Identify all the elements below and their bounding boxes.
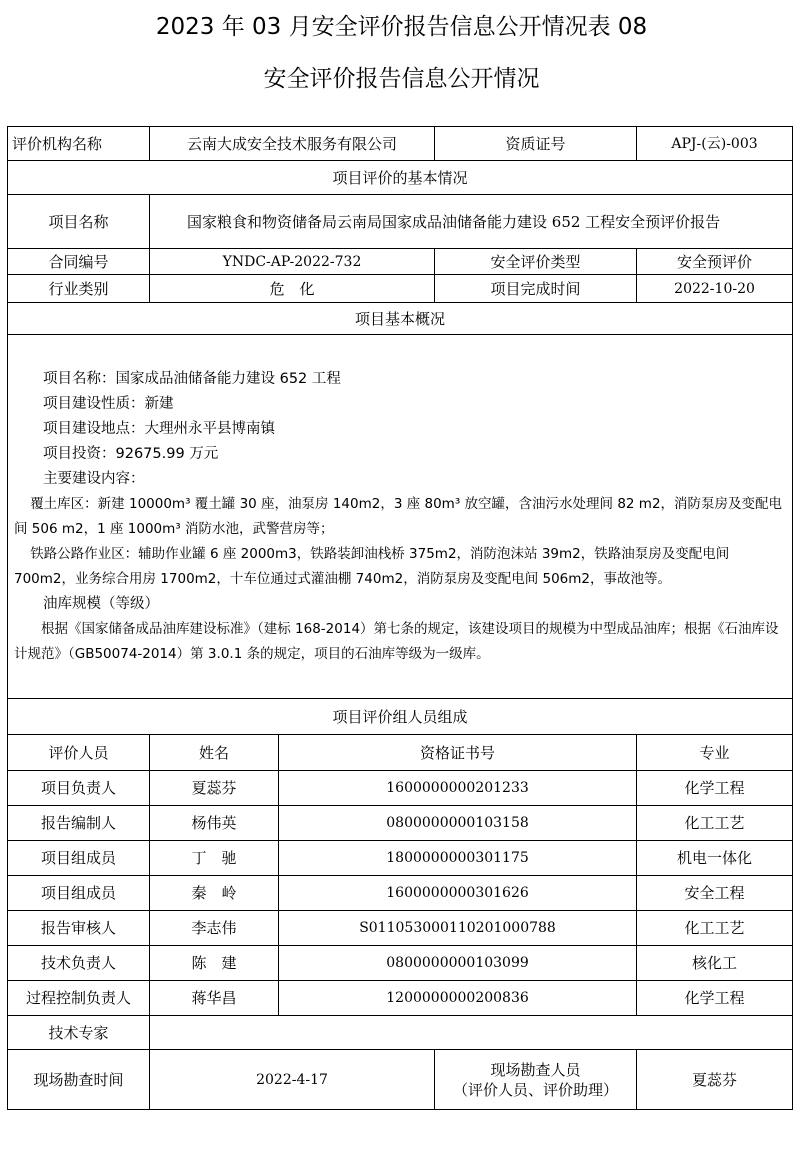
document-subtitle: 安全评价报告信息公开情况 [263, 66, 540, 92]
survey-staff-value: 夏蕊芬 [637, 1050, 793, 1110]
team-name: 陈 建 [150, 946, 279, 981]
team-cert: 0800000000103099 [279, 946, 637, 981]
overview-location: 项目建设地点：大理州永平县博南镇 [43, 420, 275, 437]
project-label: 项目名称 [8, 195, 150, 249]
overview-investment: 项目投资：92675.99 万元 [43, 445, 219, 462]
team-cert: 1800000000301175 [279, 841, 637, 876]
team-role: 项目组成员 [8, 841, 150, 876]
section-team-row [8, 699, 793, 735]
table-row [8, 771, 793, 806]
overview-nature: 项目建设性质：新建 [43, 395, 174, 412]
section-team-title: 项目评价组人员组成 [8, 699, 793, 735]
survey-time-value: 2022-4-17 [150, 1050, 435, 1110]
survey-staff-label-line1: 现场勘查人员 [490, 1060, 581, 1079]
table-row [8, 841, 793, 876]
overview-row [8, 335, 793, 699]
team-name: 蒋华昌 [150, 981, 279, 1016]
expert-label: 技术专家 [8, 1016, 150, 1050]
industry-row [8, 275, 793, 303]
contract-row [8, 249, 793, 275]
overview-content [8, 335, 793, 699]
finish-label: 项目完成时间 [435, 275, 637, 303]
section-basic-row [8, 161, 793, 195]
team-header-row [8, 735, 793, 771]
survey-row [8, 1050, 793, 1110]
table-row [8, 876, 793, 911]
team-name: 杨伟英 [150, 806, 279, 841]
contract-value: YNDC-AP-2022-732 [150, 249, 435, 275]
overview-content-title: 主要建设内容： [43, 470, 145, 487]
industry-value: 危 化 [150, 275, 435, 303]
team-role: 报告审核人 [8, 911, 150, 946]
team-cert: 1200000000200836 [279, 981, 637, 1016]
overview-scale-text: 根据《国家储备成品油库建设标准》（建标 168-2014）第七条的规定，该建设项目的规模为中型成品油库；根据《石油库设计规范》（GB50074-2014）第 3.0.1 条的规定，项目的石油库等级为一级库。 [14, 620, 779, 662]
cert-label: 资质证号 [435, 127, 637, 161]
team-cert: 1600000000301626 [279, 876, 637, 911]
section-basic-title: 项目评价的基本情况 [8, 161, 793, 195]
team-cert: 1600000000201233 [279, 771, 637, 806]
survey-staff-label-line2: （评价人员、评价助理） [453, 1080, 619, 1099]
org-row [8, 127, 793, 161]
section-overview-title: 项目基本概况 [8, 303, 793, 335]
team-major: 化学工程 [637, 771, 793, 806]
survey-time-label: 现场勘查时间 [8, 1050, 150, 1110]
team-role: 项目负责人 [8, 771, 150, 806]
survey-staff-label [435, 1050, 637, 1110]
team-major: 机电一体化 [637, 841, 793, 876]
overview-project-name: 项目名称：国家成品油储备能力建设 652 工程 [43, 370, 341, 387]
team-name: 李志伟 [150, 911, 279, 946]
team-role: 报告编制人 [8, 806, 150, 841]
team-header-cert: 资格证书号 [279, 735, 637, 771]
table-row [8, 806, 793, 841]
team-header-role: 评价人员 [8, 735, 150, 771]
team-name: 丁 驰 [150, 841, 279, 876]
table-row [8, 911, 793, 946]
team-cert: S011053000110201000788 [279, 911, 637, 946]
project-name-row [8, 195, 793, 249]
team-role: 项目组成员 [8, 876, 150, 911]
expert-row [8, 1016, 793, 1050]
team-header-major: 专业 [637, 735, 793, 771]
team-major: 化学工程 [637, 981, 793, 1016]
team-major: 安全工程 [637, 876, 793, 911]
project-value: 国家粮食和物资储备局云南局国家成品油储备能力建设 652 工程安全预评价报告 [150, 195, 793, 249]
type-value: 安全预评价 [637, 249, 793, 275]
org-label: 评价机构名称 [8, 127, 150, 161]
finish-value: 2022-10-20 [637, 275, 793, 303]
team-name: 秦 岭 [150, 876, 279, 911]
overview-scale-title: 油库规模（等级） [43, 595, 159, 612]
team-name: 夏蕊芬 [150, 771, 279, 806]
team-role: 过程控制负责人 [8, 981, 150, 1016]
table-row [8, 981, 793, 1016]
disclosure-table [7, 126, 793, 1110]
team-major: 核化工 [637, 946, 793, 981]
type-label: 安全评价类型 [435, 249, 637, 275]
team-cert: 0800000000103158 [279, 806, 637, 841]
team-role: 技术负责人 [8, 946, 150, 981]
section-overview-row [8, 303, 793, 335]
expert-value [150, 1016, 793, 1050]
industry-label: 行业类别 [8, 275, 150, 303]
document-title: 2023 年 03 月安全评价报告信息公开情况表 08 [155, 14, 648, 40]
team-header-name: 姓名 [150, 735, 279, 771]
contract-label: 合同编号 [8, 249, 150, 275]
overview-content-2: 铁路公路作业区：辅助作业罐 6 座 2000m3，铁路装卸油栈桥 375m2，消防泡沫站 39m2，铁路油泵房及变配电间 700m2，业务综合用房 1700m2，十车位通过式灌油棚 740m2，消防泵房及变配电间 506m2，事故池等。 [14, 545, 730, 587]
team-major: 化工工艺 [637, 911, 793, 946]
org-value: 云南大成安全技术服务有限公司 [150, 127, 435, 161]
cert-value: APJ-(云)-003 [637, 127, 793, 161]
overview-content-1: 覆土库区：新建 10000m³ 覆土罐 30 座，油泵房 140m2，3 座 80m³ 放空罐，含油污水处理间 82 m2，消防泵房及变配电间 506 m2，1 座 1000m³ 消防水池，武警营房等； [14, 495, 783, 537]
team-major: 化工工艺 [637, 806, 793, 841]
table-row [8, 946, 793, 981]
